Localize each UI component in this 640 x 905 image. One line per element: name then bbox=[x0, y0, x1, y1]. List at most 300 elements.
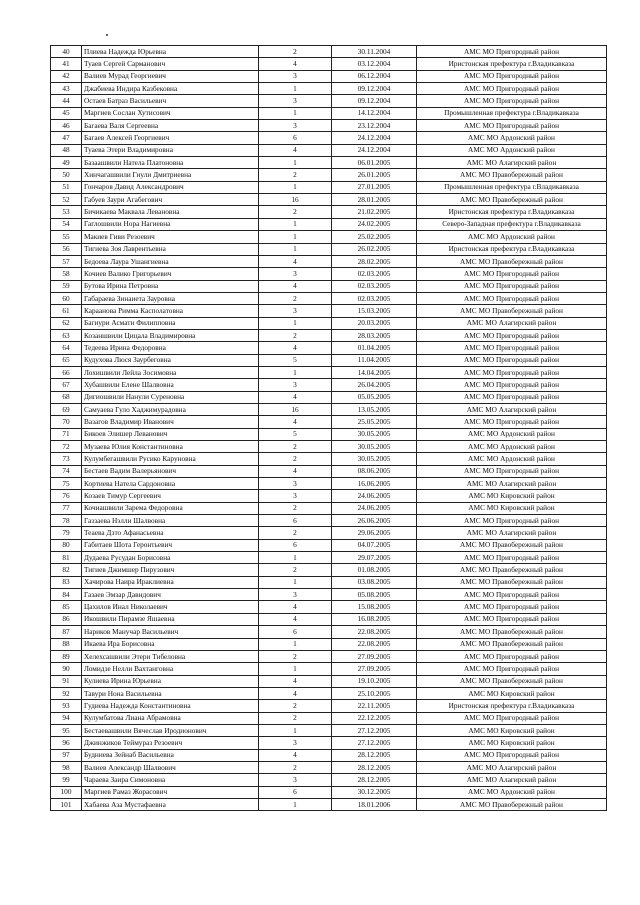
row-number: 68 bbox=[51, 391, 82, 403]
table-row bbox=[51, 774, 607, 786]
family-count: 4 bbox=[259, 391, 332, 403]
record-date: 22.08.2005 bbox=[332, 626, 417, 638]
organization: АМС МО Пригородный район bbox=[417, 465, 607, 477]
person-name: Нариков Манучар Васильевич bbox=[82, 626, 259, 638]
table-row bbox=[51, 132, 607, 144]
record-date: 16.08.2005 bbox=[332, 613, 417, 625]
person-name: Хачирова Наира Ираклиевна bbox=[82, 576, 259, 588]
table-row bbox=[51, 502, 607, 514]
family-count: 1 bbox=[259, 83, 332, 95]
family-count: 16 bbox=[259, 403, 332, 415]
family-count: 2 bbox=[259, 453, 332, 465]
organization: АМС МО Правобережный район bbox=[417, 255, 607, 267]
organization: АМС МО Кировский район bbox=[417, 687, 607, 699]
record-date: 26.01.2005 bbox=[332, 169, 417, 181]
table-row bbox=[51, 107, 607, 119]
table-row bbox=[51, 342, 607, 354]
row-number: 69 bbox=[51, 403, 82, 415]
scan-speck bbox=[106, 34, 108, 36]
row-number: 42 bbox=[51, 70, 82, 82]
organization: АМС МО Пригородный район bbox=[417, 601, 607, 613]
person-name: Дудаева Русудан Борисовна bbox=[82, 552, 259, 564]
family-count: 1 bbox=[259, 107, 332, 119]
record-date: 24.06.2005 bbox=[332, 502, 417, 514]
row-number: 100 bbox=[51, 786, 82, 798]
table-row bbox=[51, 601, 607, 613]
family-count: 1 bbox=[259, 798, 332, 810]
family-count: 1 bbox=[259, 576, 332, 588]
organization: АМС МО Пригородный район bbox=[417, 83, 607, 95]
table-row bbox=[51, 329, 607, 341]
record-date: 02.03.2005 bbox=[332, 280, 417, 292]
table-row bbox=[51, 157, 607, 169]
organization: АМС МО Пригородный район bbox=[417, 712, 607, 724]
family-count: 2 bbox=[259, 650, 332, 662]
row-number: 50 bbox=[51, 169, 82, 181]
person-name: Габуев Заури Агабегович bbox=[82, 194, 259, 206]
table-row bbox=[51, 441, 607, 453]
table-row bbox=[51, 626, 607, 638]
record-date: 25.02.2005 bbox=[332, 231, 417, 243]
table-row bbox=[51, 379, 607, 391]
organization: АМС МО Пригородный район bbox=[417, 292, 607, 304]
table-row bbox=[51, 613, 607, 625]
person-name: Туаев Сергей Сарманович bbox=[82, 58, 259, 70]
record-date: 24.06.2005 bbox=[332, 490, 417, 502]
row-number: 79 bbox=[51, 527, 82, 539]
family-count: 1 bbox=[259, 243, 332, 255]
record-date: 27.09.2005 bbox=[332, 650, 417, 662]
organization: Северо-Западная префектура г.Владикавказа bbox=[417, 218, 607, 230]
organization: АМС МО Правобережный район bbox=[417, 638, 607, 650]
table-row bbox=[51, 243, 607, 255]
organization: АМС МО Пригородный район bbox=[417, 391, 607, 403]
family-count: 3 bbox=[259, 478, 332, 490]
row-number: 98 bbox=[51, 761, 82, 773]
person-name: Бичикаева Маквала Левановна bbox=[82, 206, 259, 218]
family-count: 1 bbox=[259, 231, 332, 243]
organization: Иристонская префектура г.Владикавказа bbox=[417, 206, 607, 218]
family-count: 1 bbox=[259, 218, 332, 230]
person-name: Музаева Юлия Константиновна bbox=[82, 441, 259, 453]
record-date: 03.12.2004 bbox=[332, 58, 417, 70]
table-row bbox=[51, 638, 607, 650]
person-name: Кулиева Ирина Юрьевна bbox=[82, 675, 259, 687]
record-date: 27.09.2005 bbox=[332, 663, 417, 675]
organization: Промышленная префектура г.Владикавказа bbox=[417, 181, 607, 193]
record-date: 02.03.2005 bbox=[332, 292, 417, 304]
organization: АМС МО Правобережный район bbox=[417, 539, 607, 551]
organization: АМС МО Алагирский район bbox=[417, 157, 607, 169]
family-count: 4 bbox=[259, 687, 332, 699]
row-number: 71 bbox=[51, 428, 82, 440]
record-date: 30.12.2005 bbox=[332, 786, 417, 798]
table-row bbox=[51, 120, 607, 132]
row-number: 41 bbox=[51, 58, 82, 70]
family-count: 4 bbox=[259, 58, 332, 70]
organization: АМС МО Пригородный район bbox=[417, 379, 607, 391]
family-count: 3 bbox=[259, 589, 332, 601]
table-row bbox=[51, 515, 607, 527]
family-count: 6 bbox=[259, 539, 332, 551]
person-name: Дигиошвили Нанули Суреновна bbox=[82, 391, 259, 403]
organization: АМС МО Пригородный район bbox=[417, 613, 607, 625]
table-row bbox=[51, 761, 607, 773]
family-count: 4 bbox=[259, 465, 332, 477]
organization: АМС МО Пригородный район bbox=[417, 515, 607, 527]
family-count: 2 bbox=[259, 329, 332, 341]
record-date: 27.12.2005 bbox=[332, 724, 417, 736]
organization: АМС МО Пригородный район bbox=[417, 650, 607, 662]
table-row bbox=[51, 83, 607, 95]
row-number: 96 bbox=[51, 737, 82, 749]
record-date: 09.12.2004 bbox=[332, 95, 417, 107]
organization: АМС МО Пригородный район bbox=[417, 663, 607, 675]
organization: АМС МО Пригородный район bbox=[417, 268, 607, 280]
person-name: Хабаева Аза Мустафаевна bbox=[82, 798, 259, 810]
family-count: 2 bbox=[259, 46, 332, 58]
row-number: 86 bbox=[51, 613, 82, 625]
table-row bbox=[51, 675, 607, 687]
row-number: 47 bbox=[51, 132, 82, 144]
organization: АМС МО Пригородный район bbox=[417, 749, 607, 761]
organization: АМС МО Алагирский район bbox=[417, 527, 607, 539]
organization: АМС МО Алагирский район bbox=[417, 403, 607, 415]
record-date: 11.04.2005 bbox=[332, 354, 417, 366]
row-number: 73 bbox=[51, 453, 82, 465]
person-name: Багиури Асмати Филипповна bbox=[82, 317, 259, 329]
table-row bbox=[51, 712, 607, 724]
family-count: 4 bbox=[259, 342, 332, 354]
person-name: Габитаев Шота Геронтьевич bbox=[82, 539, 259, 551]
organization: АМС МО Пригородный район bbox=[417, 354, 607, 366]
person-name: Кочиашвили Зарема Федоровна bbox=[82, 502, 259, 514]
row-number: 101 bbox=[51, 798, 82, 810]
family-count: 3 bbox=[259, 268, 332, 280]
row-number: 85 bbox=[51, 601, 82, 613]
table-row bbox=[51, 218, 607, 230]
person-name: Газаев Эмзар Давидович bbox=[82, 589, 259, 601]
person-name: Багаева Валя Сергеевна bbox=[82, 120, 259, 132]
person-name: Козаев Тимур Сергеевич bbox=[82, 490, 259, 502]
organization: АМС МО Алагирский район bbox=[417, 317, 607, 329]
person-name: Маргиев Рамаз Жорасович bbox=[82, 786, 259, 798]
family-count: 1 bbox=[259, 181, 332, 193]
table-row bbox=[51, 749, 607, 761]
person-name: Гудиева Надежда Константиновна bbox=[82, 700, 259, 712]
family-count: 3 bbox=[259, 379, 332, 391]
family-count: 4 bbox=[259, 144, 332, 156]
family-count: 5 bbox=[259, 354, 332, 366]
organization: АМС МО Пригородный район bbox=[417, 95, 607, 107]
person-name: Будниева Зейнаб Васильевна bbox=[82, 749, 259, 761]
row-number: 40 bbox=[51, 46, 82, 58]
organization: АМС МО Ардонский район bbox=[417, 144, 607, 156]
row-number: 93 bbox=[51, 700, 82, 712]
table-row bbox=[51, 589, 607, 601]
record-date: 04.07.2005 bbox=[332, 539, 417, 551]
family-count: 3 bbox=[259, 737, 332, 749]
family-count: 6 bbox=[259, 515, 332, 527]
person-name: Чараева Заира Симоновна bbox=[82, 774, 259, 786]
person-name: Кочиев Валико Григорьевич bbox=[82, 268, 259, 280]
person-name: Джабиева Индира Казбековна bbox=[82, 83, 259, 95]
person-name: Габараева Зинаиета Зауровна bbox=[82, 292, 259, 304]
person-name: Валиев Мурад Георгиевич bbox=[82, 70, 259, 82]
row-number: 83 bbox=[51, 576, 82, 588]
family-count: 3 bbox=[259, 305, 332, 317]
person-name: Валиев Александр Шалвович bbox=[82, 761, 259, 773]
person-name: Гаглошвили Нора Нагиевна bbox=[82, 218, 259, 230]
organization: АМС МО Правобережный район bbox=[417, 169, 607, 181]
record-date: 24.12.2004 bbox=[332, 144, 417, 156]
row-number: 53 bbox=[51, 206, 82, 218]
person-name: Остаев Батраз Васильевич bbox=[82, 95, 259, 107]
person-name: Тигиев Джимшер Пирузович bbox=[82, 564, 259, 576]
person-name: Маргиев Сослан Хутисович bbox=[82, 107, 259, 119]
person-name: Лохишвили Лейла Зосимовна bbox=[82, 366, 259, 378]
family-count: 6 bbox=[259, 132, 332, 144]
family-count: 4 bbox=[259, 416, 332, 428]
family-count: 4 bbox=[259, 280, 332, 292]
table-row bbox=[51, 737, 607, 749]
table-row bbox=[51, 268, 607, 280]
family-count: 6 bbox=[259, 786, 332, 798]
row-number: 87 bbox=[51, 626, 82, 638]
table-row bbox=[51, 527, 607, 539]
family-count: 4 bbox=[259, 255, 332, 267]
row-number: 61 bbox=[51, 305, 82, 317]
row-number: 43 bbox=[51, 83, 82, 95]
record-date: 03.08.2005 bbox=[332, 576, 417, 588]
table-row bbox=[51, 181, 607, 193]
organization: АМС МО Пригородный район bbox=[417, 70, 607, 82]
family-count: 2 bbox=[259, 527, 332, 539]
table-row bbox=[51, 416, 607, 428]
family-count: 2 bbox=[259, 564, 332, 576]
person-name: Цахилов Инал Николаевич bbox=[82, 601, 259, 613]
table-row bbox=[51, 46, 607, 58]
table-body bbox=[51, 46, 607, 811]
record-date: 24.02.2005 bbox=[332, 218, 417, 230]
record-date: 05.08.2005 bbox=[332, 589, 417, 601]
record-date: 29.07.2005 bbox=[332, 552, 417, 564]
record-date: 28.12.2005 bbox=[332, 749, 417, 761]
row-number: 72 bbox=[51, 441, 82, 453]
record-date: 30.11.2004 bbox=[332, 46, 417, 58]
record-date: 16.06.2005 bbox=[332, 478, 417, 490]
table-row bbox=[51, 564, 607, 576]
organization: АМС МО Ардонский район bbox=[417, 453, 607, 465]
row-number: 70 bbox=[51, 416, 82, 428]
table-row bbox=[51, 453, 607, 465]
table-row bbox=[51, 687, 607, 699]
organization: АМС МО Ардонский район bbox=[417, 231, 607, 243]
record-date: 27.12.2005 bbox=[332, 737, 417, 749]
row-number: 82 bbox=[51, 564, 82, 576]
row-number: 76 bbox=[51, 490, 82, 502]
table-row bbox=[51, 280, 607, 292]
organization: АМС МО Пригородный район bbox=[417, 366, 607, 378]
table-row bbox=[51, 58, 607, 70]
record-date: 18.01.2006 bbox=[332, 798, 417, 810]
family-count: 6 bbox=[259, 626, 332, 638]
table-row bbox=[51, 663, 607, 675]
row-number: 75 bbox=[51, 478, 82, 490]
row-number: 77 bbox=[51, 502, 82, 514]
table-row bbox=[51, 231, 607, 243]
organization: АМС МО Кировский район bbox=[417, 724, 607, 736]
family-count: 2 bbox=[259, 502, 332, 514]
person-name: Тигиева Зоя Лаврентьевна bbox=[82, 243, 259, 255]
table-row bbox=[51, 366, 607, 378]
table-row bbox=[51, 552, 607, 564]
table-row bbox=[51, 700, 607, 712]
row-number: 74 bbox=[51, 465, 82, 477]
row-number: 99 bbox=[51, 774, 82, 786]
organization: АМС МО Ардонский район bbox=[417, 441, 607, 453]
organization: АМС МО Правобережный район bbox=[417, 675, 607, 687]
family-count: 2 bbox=[259, 169, 332, 181]
record-date: 15.03.2005 bbox=[332, 305, 417, 317]
person-name: Вазагов Владимир Иванович bbox=[82, 416, 259, 428]
organization: АМС МО Пригородный район bbox=[417, 552, 607, 564]
organization: АМС МО Пригородный район bbox=[417, 120, 607, 132]
table-row bbox=[51, 391, 607, 403]
table-row bbox=[51, 255, 607, 267]
family-count: 1 bbox=[259, 317, 332, 329]
record-date: 13.05.2005 bbox=[332, 403, 417, 415]
organization: АМС МО Ардонский район bbox=[417, 786, 607, 798]
row-number: 94 bbox=[51, 712, 82, 724]
person-name: Икаева Ира Борисовна bbox=[82, 638, 259, 650]
family-count: 2 bbox=[259, 761, 332, 773]
table-row bbox=[51, 478, 607, 490]
row-number: 59 bbox=[51, 280, 82, 292]
organization: АМС МО Правобережный район bbox=[417, 305, 607, 317]
table-row bbox=[51, 403, 607, 415]
record-date: 14.04.2005 bbox=[332, 366, 417, 378]
person-name: Теаева Дзто Афанасьевна bbox=[82, 527, 259, 539]
row-number: 62 bbox=[51, 317, 82, 329]
family-count: 5 bbox=[259, 428, 332, 440]
organization: Иристонская префектура г.Владикавказа bbox=[417, 58, 607, 70]
row-number: 89 bbox=[51, 650, 82, 662]
row-number: 48 bbox=[51, 144, 82, 156]
family-count: 3 bbox=[259, 490, 332, 502]
person-name: Ломидзе Нелли Вахтанговна bbox=[82, 663, 259, 675]
row-number: 63 bbox=[51, 329, 82, 341]
row-number: 58 bbox=[51, 268, 82, 280]
row-number: 84 bbox=[51, 589, 82, 601]
organization: АМС МО Правобережный район bbox=[417, 798, 607, 810]
table-row bbox=[51, 354, 607, 366]
family-count: 3 bbox=[259, 95, 332, 107]
row-number: 78 bbox=[51, 515, 82, 527]
row-number: 54 bbox=[51, 218, 82, 230]
family-count: 2 bbox=[259, 292, 332, 304]
family-count: 2 bbox=[259, 206, 332, 218]
record-date: 08.06.2005 bbox=[332, 465, 417, 477]
row-number: 49 bbox=[51, 157, 82, 169]
person-name: Тавури Нона Васильевна bbox=[82, 687, 259, 699]
family-count: 1 bbox=[259, 157, 332, 169]
person-name: Самуаева Гуло Хаджимурадовна bbox=[82, 403, 259, 415]
record-date: 22.11.2005 bbox=[332, 700, 417, 712]
family-count: 3 bbox=[259, 70, 332, 82]
organization: АМС МО Кировский район bbox=[417, 502, 607, 514]
table-row bbox=[51, 650, 607, 662]
table-row bbox=[51, 144, 607, 156]
family-count: 4 bbox=[259, 675, 332, 687]
record-date: 05.05.2005 bbox=[332, 391, 417, 403]
record-date: 06.12.2004 bbox=[332, 70, 417, 82]
record-date: 28.03.2005 bbox=[332, 329, 417, 341]
row-number: 55 bbox=[51, 231, 82, 243]
person-name: Икошвили Пирамзе Яшаевна bbox=[82, 613, 259, 625]
person-name: Газзаева Нэлли Шалвовна bbox=[82, 515, 259, 527]
person-name: Багаев Алексей Георгиевич bbox=[82, 132, 259, 144]
table-row bbox=[51, 305, 607, 317]
organization: АМС МО Пригородный район bbox=[417, 589, 607, 601]
record-date: 15.08.2005 bbox=[332, 601, 417, 613]
organization: АМС МО Пригородный район bbox=[417, 46, 607, 58]
person-name: Кудухова Люся Заурбеговна bbox=[82, 354, 259, 366]
organization: АМС МО Пригородный район bbox=[417, 416, 607, 428]
table-row bbox=[51, 194, 607, 206]
person-name: Хелехсашвили Этери Тибеловна bbox=[82, 650, 259, 662]
person-name: Туаева Этери Владимировна bbox=[82, 144, 259, 156]
record-date: 28.01.2005 bbox=[332, 194, 417, 206]
row-number: 60 bbox=[51, 292, 82, 304]
table-row bbox=[51, 95, 607, 107]
row-number: 51 bbox=[51, 181, 82, 193]
family-count: 1 bbox=[259, 638, 332, 650]
row-number: 67 bbox=[51, 379, 82, 391]
record-date: 30.05.2005 bbox=[332, 453, 417, 465]
row-number: 81 bbox=[51, 552, 82, 564]
organization: АМС МО Алагирский район bbox=[417, 761, 607, 773]
organization: АМС МО Алагирский район bbox=[417, 478, 607, 490]
row-number: 45 bbox=[51, 107, 82, 119]
family-count: 1 bbox=[259, 552, 332, 564]
person-name: Тедеева Ирина Федоровна bbox=[82, 342, 259, 354]
person-name: Кулумбатова Лиана Абрамовна bbox=[82, 712, 259, 724]
organization: АМС МО Пригородный район bbox=[417, 342, 607, 354]
row-number: 65 bbox=[51, 354, 82, 366]
person-name: Бестаевашвили Вячеслав Иродионович bbox=[82, 724, 259, 736]
row-number: 91 bbox=[51, 675, 82, 687]
table-row bbox=[51, 428, 607, 440]
row-number: 46 bbox=[51, 120, 82, 132]
row-number: 80 bbox=[51, 539, 82, 551]
record-date: 01.08.2005 bbox=[332, 564, 417, 576]
organization: АМС МО Правобережный район bbox=[417, 194, 607, 206]
row-number: 92 bbox=[51, 687, 82, 699]
table-row bbox=[51, 292, 607, 304]
row-number: 56 bbox=[51, 243, 82, 255]
family-count: 3 bbox=[259, 120, 332, 132]
family-count: 1 bbox=[259, 366, 332, 378]
record-date: 28.02.2005 bbox=[332, 255, 417, 267]
record-date: 27.01.2005 bbox=[332, 181, 417, 193]
record-date: 30.05.2005 bbox=[332, 441, 417, 453]
record-date: 26.06.2005 bbox=[332, 515, 417, 527]
family-count: 3 bbox=[259, 774, 332, 786]
table-row bbox=[51, 465, 607, 477]
table-row bbox=[51, 576, 607, 588]
table-row bbox=[51, 206, 607, 218]
